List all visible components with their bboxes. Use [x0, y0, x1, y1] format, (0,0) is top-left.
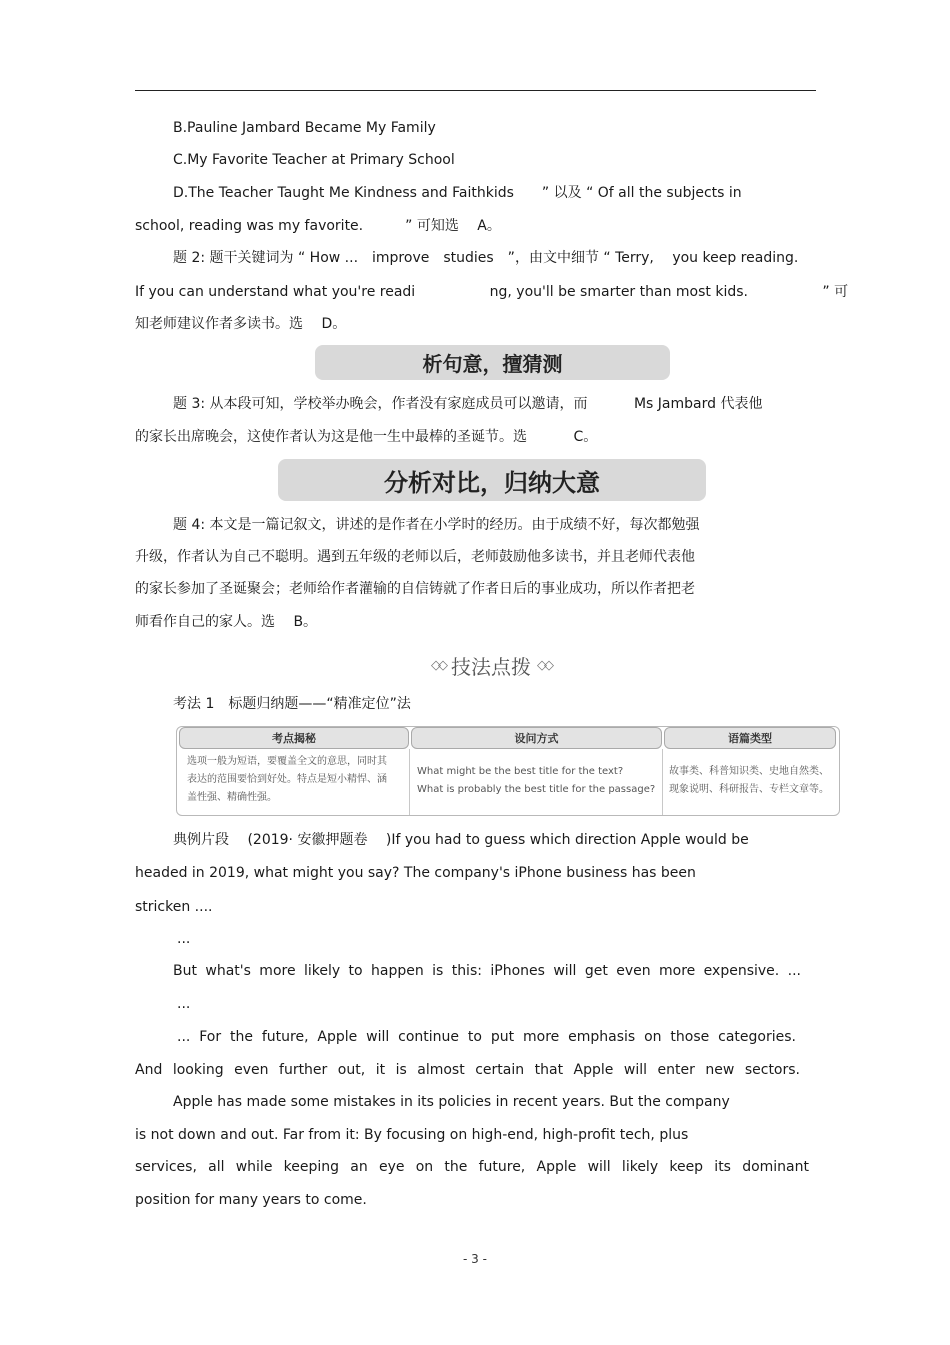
table-divider	[662, 749, 663, 815]
cell-line: What is probably the best title for the passage?	[417, 784, 656, 795]
skills-heading-text: 技法点拨	[451, 654, 531, 679]
text-line: services, all while keeping an eye on the future, Apple will likely keep its dominant	[135, 1159, 809, 1175]
text-line: is not down and out. Far from it: By focusing on high-end, high-profit tech, plus	[135, 1127, 689, 1143]
table-header: 考点揭秘	[179, 727, 409, 749]
example-line: 典例片段 (2019· 安徽押题卷 )If you had to guess which direction Apple would be	[173, 832, 749, 848]
table-cell	[669, 763, 837, 799]
method-title: 考法 1 标题归纳题——“精准定位”法	[173, 696, 411, 712]
text-line: stricken ....	[135, 899, 213, 915]
text-line: headed in 2019, what might you say? The company's iPhone business has been	[135, 865, 696, 881]
method-table	[176, 726, 840, 816]
ornament-right-icon: ◇◇	[537, 657, 551, 673]
text-line: 的家长出席晚会，这使作者认为这是他一生中最棒的圣诞节。选 C。	[135, 429, 598, 445]
table-cell	[417, 763, 661, 799]
page-number: - 3 -	[463, 1252, 487, 1266]
q4-line: 题 4: 本文是一篇记叙文，讲述的是作者在小学时的经历。由于成绩不好，每次都勉强	[173, 517, 700, 533]
skills-heading	[410, 648, 572, 682]
table-cell	[187, 753, 407, 807]
text-line: ... For the future, Apple will continue to put more emphasis on those categories.	[177, 1029, 796, 1045]
cell-line: 故事类、科普知识类、史地自然类、	[669, 766, 829, 777]
text-line: 的家长参加了圣诞聚会；老师给作者灌输的自信铸就了作者日后的事业成功，所以作者把老	[135, 581, 695, 597]
section-banner: 分析对比，归纳大意	[278, 459, 706, 501]
text-line: 升级，作者认为自己不聪明。遇到五年级的老师以后，老师鼓励他多读书，并且老师代表他	[135, 549, 695, 565]
text-line: 知老师建议作者多读书。选 D。	[135, 316, 347, 332]
q2-line: 题 2: 题干关键词为 “ How ... improve studies ”，由文中细节 “ Terry, you keep reading.	[173, 250, 799, 266]
text-line: Apple has made some mistakes in its policies in recent years. But the company	[173, 1094, 730, 1110]
text-line: position for many years to come.	[135, 1192, 367, 1208]
option-c: C.My Favorite Teacher at Primary School	[173, 152, 455, 168]
table-divider	[409, 749, 410, 815]
option-d: D.The Teacher Taught Me Kindness and Faithkids ” 以及 “ Of all the subjects in	[173, 185, 742, 201]
cell-line: 盖性强、精确性强。	[187, 792, 277, 803]
text-line: If you can understand what you're readi ng, you'll be smarter than most kids. ” 可	[135, 284, 849, 300]
ornament-left-icon: ◇◇	[431, 657, 445, 673]
table-header: 语篇类型	[664, 727, 836, 749]
q3-line: 题 3: 从本段可知，学校举办晚会，作者没有家庭成员可以邀请，而 Ms Jambard 代表他	[173, 396, 763, 412]
option-b: B.Pauline Jambard Became My Family	[173, 120, 436, 136]
cell-line: 现象说明、科研报告、专栏文章等。	[669, 784, 829, 795]
table-header: 设问方式	[411, 727, 662, 749]
text-line: school, reading was my favorite. ” 可知选 A。	[135, 218, 501, 234]
section-banner: 析句意，擅猜测	[315, 345, 670, 380]
text-line: But what's more likely to happen is this: iPhones will get even more expensive. ...	[173, 963, 801, 979]
cell-line: 表达的范围要恰到好处。特点是短小精悍、涵	[187, 774, 387, 785]
text-line: And looking even further out, it is almost certain that Apple will enter new sectors.	[135, 1062, 800, 1078]
cell-line: What might be the best title for the text?	[417, 766, 624, 777]
ellipsis-line: ...	[177, 931, 191, 947]
ellipsis-line: ...	[177, 996, 191, 1012]
text-line: 师看作自己的家人。选 B。	[135, 614, 318, 630]
header-rule	[135, 90, 816, 91]
cell-line: 选项一般为短语，要覆盖全文的意思，同时其	[187, 756, 387, 767]
